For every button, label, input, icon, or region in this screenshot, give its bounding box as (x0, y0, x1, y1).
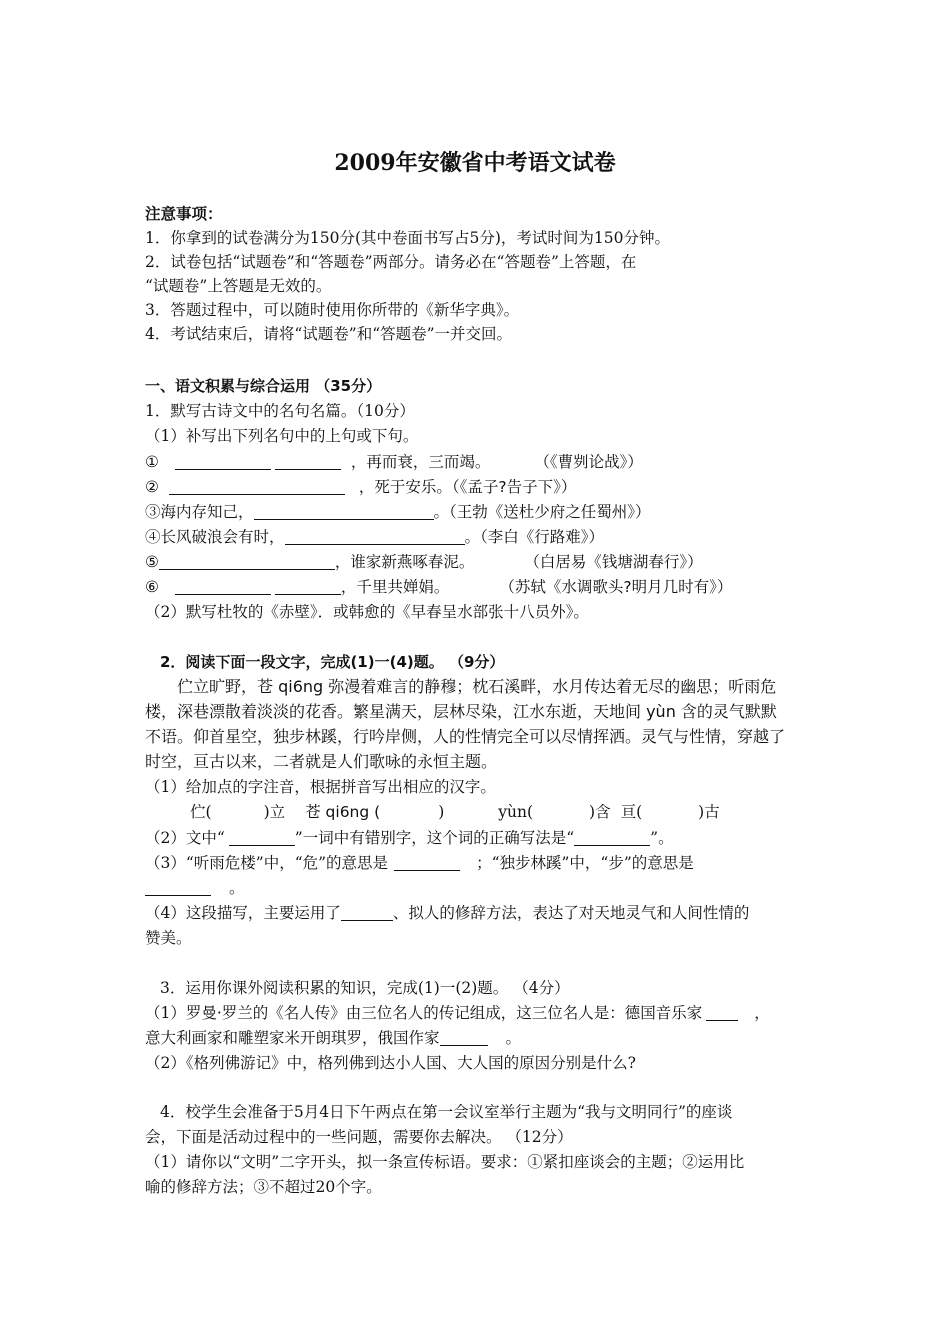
pinyin-item: )立 (263, 803, 286, 821)
question-3-stem: 3．运用你课外阅读积累的知识，完成(1)一(2)题。 （4分） (160, 979, 570, 997)
line-number: ④长风破浪会有时， (145, 528, 285, 546)
part-text: 。 (505, 1029, 522, 1047)
notice-item: 3．答题过程中，可以随时使用你所带的《新华字典》。 (145, 301, 520, 319)
notice-item: “试题卷”上答题是无效的。 (145, 277, 332, 295)
question-4-stem: 4．校学生会准备于5月4日下午两点在第一会议室举行主题为“我与文明同行”的座谈 (160, 1103, 733, 1121)
recite-line-1 (145, 450, 643, 474)
part-text: 。 (229, 879, 245, 897)
line-text: 。 (433, 503, 450, 521)
line-source: （李白《行路难》） (480, 528, 605, 546)
line-source: （《曹刿论战》） (534, 453, 643, 471)
question-3-part-2: （2）《格列佛游记》中，格列佛到达小人国、大人国的原因分别是什么? (145, 1054, 636, 1072)
answer-blank[interactable] (254, 503, 434, 520)
answer-blank[interactable] (574, 829, 650, 846)
recite-line-3 (145, 500, 651, 524)
line-text: ，再而衰，三而竭。 (350, 453, 491, 471)
line-text: ，死于安乐。 (358, 478, 452, 496)
answer-blank[interactable] (175, 453, 271, 470)
recite-line-4 (145, 525, 604, 549)
line-number: ⑤ (145, 553, 159, 571)
page-title: 2009年安徽省中考语文试卷 (334, 150, 616, 176)
line-number: ② (145, 478, 159, 496)
answer-blank[interactable] (285, 528, 465, 545)
question-2-part-1: （1）给加点的字注音，根据拼音写出相应的汉字。 (145, 778, 496, 796)
answer-blank[interactable] (275, 453, 341, 470)
part-text: （4）这段描写，主要运用了 (145, 904, 341, 922)
notice-item: 2．试卷包括“试题卷”和“答题卷”两部分。请务必在“答题卷”上答题，在 (145, 253, 637, 271)
answer-blank[interactable] (394, 854, 460, 871)
line-text: ，谁家新燕啄春泥。 (334, 553, 475, 571)
recite-line-6 (145, 575, 732, 599)
section-heading: 一、语文积累与综合运用 （35分） (145, 377, 382, 395)
line-number: ⑥ (145, 578, 159, 596)
answer-blank[interactable] (229, 829, 295, 846)
line-source: （白居易《钱塘湖春行》） (524, 553, 703, 571)
pinyin-item: 苍 qi6ng ( (305, 803, 381, 821)
recite-line-5 (145, 550, 703, 574)
pinyin-item: yùn( (498, 803, 534, 821)
line-source: （《孟子?告子下》） (451, 478, 577, 496)
question-1-sub2: （2）默写杜牧的《赤壁》．或韩愈的《早春呈水部张十八员外》。 (145, 603, 589, 621)
part-text: ， (754, 1004, 770, 1022)
line-text: ，千里共婵娟。 (340, 578, 450, 596)
part-text: ”。 (650, 829, 674, 847)
question-3-part-1 (145, 1001, 770, 1025)
question-1-stem: 1．默写古诗文中的名句名篇。（10分） (145, 402, 415, 420)
question-2-part-4 (145, 901, 749, 925)
answer-blank[interactable] (706, 1004, 738, 1021)
pinyin-item: )含 (589, 803, 611, 821)
passage-line: 伫立旷野，苍 qi6ng 弥漫着难言的静穆；枕石溪畔，水月传达着无尽的幽思；听雨危 (177, 677, 777, 696)
question-1-sub1: （1）补写出下列名句中的上句或下句。 (145, 427, 419, 445)
passage-line: 时空，亘古以来，二者就是人们歌咏的永恒主题。 (145, 752, 498, 771)
line-number: ③海内存知己， (145, 503, 254, 521)
question-4-part-1-cont: 喻的修辞方法；③不超过20个字。 (145, 1178, 382, 1196)
line-source: （苏轼《水调歌头?明月几时有》） (499, 578, 733, 596)
question-2-part-3-cont (145, 876, 245, 900)
part-text: ；“独步林蹊”中，“步”的意思是 (476, 854, 694, 872)
notice-item: 1．你拿到的试卷满分为150分(其中卷面书写占5分)，考试时间为150分钟。 (145, 229, 670, 247)
question-4-part-1: （1）请你以“文明”二字开头，拟一条宣传标语。要求：①紧扣座谈会的主题；②运用比 (145, 1153, 745, 1171)
answer-blank[interactable] (145, 879, 211, 896)
answer-blank[interactable] (440, 1029, 488, 1046)
question-2-stem: 2．阅读下面一段文字，完成(1)一(4)题。 （9分） (160, 653, 505, 671)
question-2-part-2 (145, 826, 674, 850)
part-text: ”一词中有错别字，这个词的正确写法是“ (294, 829, 575, 847)
answer-blank[interactable] (275, 578, 341, 595)
part-text: （2）文中“ (145, 829, 225, 847)
passage-line: 不语。仰首星空，独步林蹊，行吟岸侧，人的性情完全可以尽情挥洒。灵气与性情，穿越了 (145, 727, 786, 746)
pinyin-row (190, 800, 720, 824)
answer-blank[interactable] (159, 553, 335, 570)
line-source: （王勃《送杜少府之任蜀州》） (449, 503, 651, 521)
answer-blank[interactable] (175, 578, 271, 595)
question-4-stem-cont: 会，下面是活动过程中的一些问题，需要你去解决。 （12分） (145, 1128, 573, 1146)
line-number: ① (145, 453, 159, 471)
part-text: 意大利画家和雕塑家米开朗琪罗，俄国作家 (145, 1029, 440, 1047)
pinyin-item: ) (438, 803, 445, 821)
recite-line-2 (145, 475, 576, 499)
pinyin-item: )古 (698, 803, 720, 821)
notice-heading: 注意事项： (145, 205, 223, 223)
pinyin-item: 亘( (620, 803, 643, 821)
pinyin-item: 伫( (190, 803, 212, 821)
part-text: 、拟人的修辞方法，表达了对天地灵气和人间性情的 (392, 904, 750, 922)
answer-blank[interactable] (341, 904, 393, 921)
part-text: （1）罗曼·罗兰的《名人传》由三位名人的传记组成，这三位名人是：德国音乐家 (145, 1004, 703, 1022)
notice-item: 4．考试结束后，请将“试题卷”和“答题卷”一并交回。 (145, 325, 513, 343)
line-text: 。 (464, 528, 481, 546)
part-text: （3）“听雨危楼”中，“危”的意思是 (145, 854, 389, 872)
answer-blank[interactable] (169, 478, 345, 495)
question-2-part-4-cont: 赞美。 (145, 929, 192, 947)
question-3-part-1-cont (145, 1026, 521, 1050)
passage-line: 楼，深巷漂散着淡淡的花香。繁星满天，层林尽染，江水东逝，天地间 yùn 含的灵气默默 (145, 702, 777, 721)
question-2-part-3 (145, 851, 694, 875)
